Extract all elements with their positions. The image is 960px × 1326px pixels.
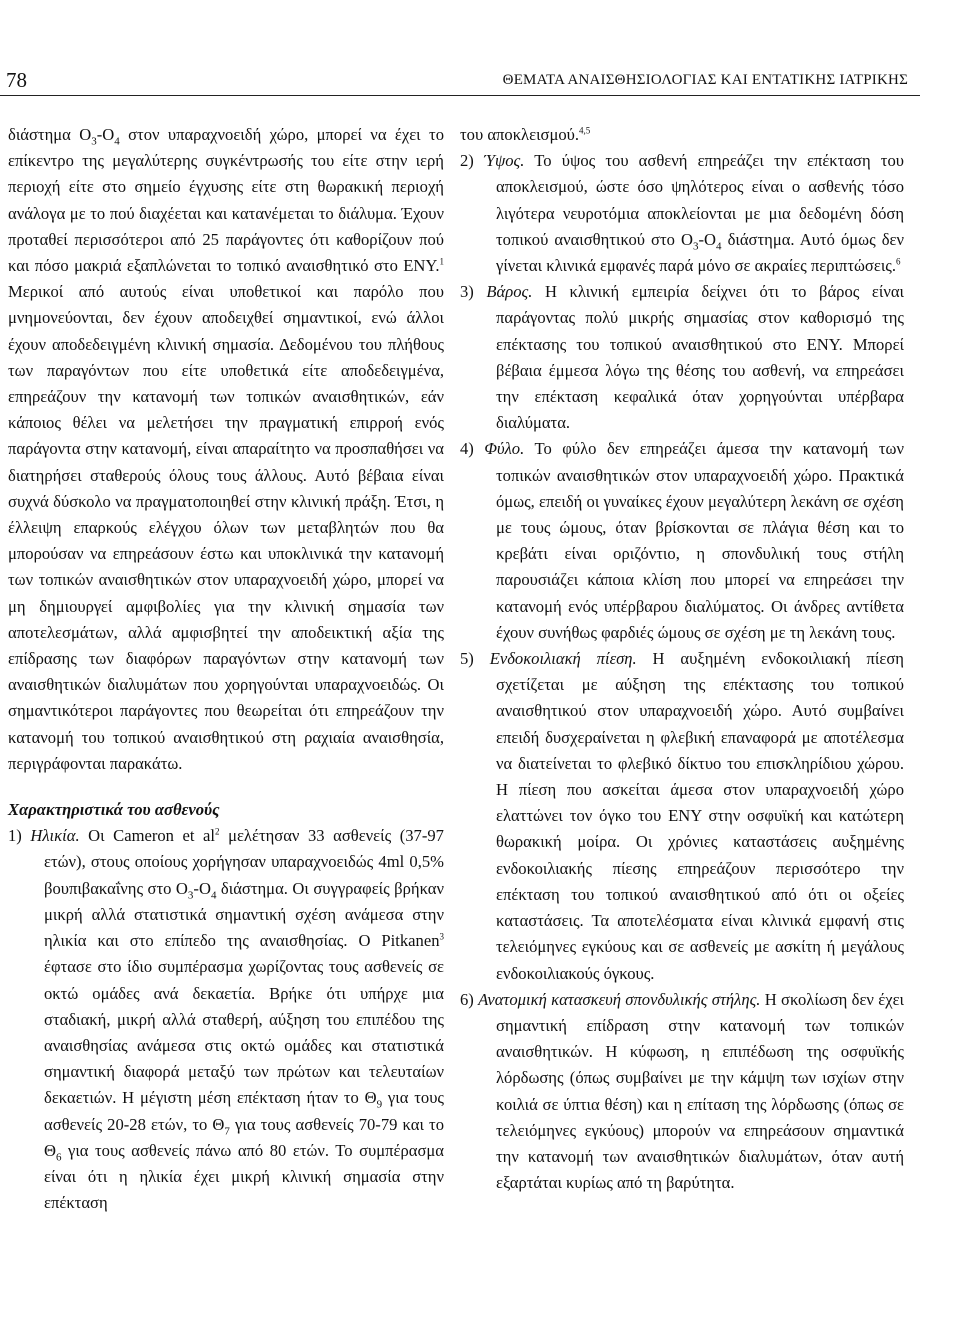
item-title: Ηλικία. bbox=[30, 826, 80, 846]
item-title: Ενδοκοιλιακή πίεση. bbox=[489, 649, 637, 669]
page-header bbox=[0, 58, 960, 98]
list-item-sex: 4) Φύλο. Το φύλο δεν επηρεάζει άμεσα την κατανομή των τοπικών αναισθητικών στον υπαραχνοειδή χώρο. Πρακτικά όμως, επειδή οι γυναίκες έχουν μεγαλύτερη λεκάνη σε σχέση με τους ώμους, όταν βρίσκονται σε πλάγια θέση και το κρεβάτι είναι οριζόντιο, η σπονδυλική τους στήλη παρουσιάζει κάποια κλίση που μπορεί να επηρεάσει την κατανομή ενός υπέρβαρου διαλύματος. Οι άνδρες αντίθετα έχουν συνήθως φαρδιές ώμους σε σχέση με τη λεκάνη τους. bbox=[460, 439, 904, 642]
item-title: Φύλο. bbox=[484, 439, 525, 459]
intro-paragraph: διάστημα $O_3-O_4$ στον υπαραχνοειδή χώρο, μπορεί να έχει το επίκεντρο της μεγαλύτερης συγκέντρωσής του είτε στην ιερή περιοχή είτε στο σημείο έγχυσης είτε στη θωρακική περιοχή ανάλογα με το πού διαχέεται και κατανέμεται το διάλυμα. Έχουν προταθεί περισσότεροι από 25 παράγοντες ότι καθορίζουν πού και πόσο μακριά εξαπλώνεται το τοπικό αναισθητικό στο ΕΝΥ.$^1$ Μερικοί από αυτούς είναι υποθετικοί και παρόλο που μνημονεύονται, δεν έχουν αποδειχθεί σημαντικοί, ενώ άλλοι έχουν αποδεδειγμένη κλινική σημασία. Δεδομένου του πλήθους των παραγόντων που είτε υποθετικά είτε αποδεδειγμένα, επηρεάζουν την κατανομή των τοπικών αναισθητικών, εάν κάποιος θέλει να μελετήσει την πραγματική επιρροή ενός παράγοντα στην κατανομή, είναι απαραίτητο να προσπαθήσει να διατηρήσει σταθερούς όλους τους άλλους. Αυτό βέβαια είναι συχνά δύσκολο να πραγματοποιηθεί στην κλινική πράξη. Έτσι, η έλλειψη επαρκούς ελέγχου όλων των μεταβλητών που θα μπορούσαν να επηρεάσουν έστω και υποκλινικά την κατανομή των τοπικών αναισθητικών στον υπαραχνοειδή χώρο, μπορεί να μη δημιουργεί αμφιβολίες για την κλινική σημασία των αποτελεσμάτων, αλλά αμφισβητεί την αποδεικτική αξία της επίδρασης των διαφόρων παραγόντων στην κατανομή των αναισθητικών διαλυμάτων που χορηγούνται υπαραχνοειδώς. Οι σημαντικότεροι παράγοντες που θεωρείται ότι επηρεάζουν την κατανομή του τοπικού αναισθητικού στη ραχιαία αναισθησία, περιγράφονται παρακάτω. bbox=[8, 125, 444, 773]
page-number: 78 bbox=[6, 68, 27, 92]
reference-mark: 1 bbox=[439, 256, 444, 267]
header-rule bbox=[0, 95, 920, 96]
item-title: Βάρος. bbox=[486, 282, 533, 302]
list-item-age: 1) Ηλικία. Οι Cameron et $al^2$ μελέτησαν 33 ασθενείς (37-97 ετών), στους οποίους χορήγησαν υπαραχνοειδώς 4ml 0,5% βουπιβακαΐνης στο $O_3-O_4$ διάστημα. Οι συγγραφείς βρήκαν μικρή αλλά στατιστικά σημαντική σχέση ανάμεσα στην ηλικία και στο επίπεδο της αναισθησίας. Ο Pitkanen$^3$ έφτασε στο ίδιο συμπέρασμα χωρίζοντας τους ασθενείς σε οκτώ ομάδες ανά δεκαετία. Βρήκε ότι υπήρχε μια σταδιακή, μικρή αλλά σταθερή, αύξηση του επιπέδου της αναισθησίας ανάμεσα στις οκτώ ομάδες και στατιστικά σημαντική διαφορά μεταξύ των πρώτων και τελευταίων δεκαετιών. Η μέγιστη μέση επέκταση ήταν το $\Theta_9$ για τους ασθενείς 20-28 ετών, το $\Theta_7$ για τους ασθενείς 70-79 και το $\Theta_6$ για τους ασθενείς πάνω από 80 ετών. Το συμπέρασμα είναι ότι η ηλικία έχει μικρή κλινική σημασία στην επέκταση bbox=[8, 826, 445, 1213]
right-column bbox=[460, 122, 904, 1196]
continuation-text: του αποκλεισμού.$^{4,5}$ bbox=[460, 125, 591, 144]
list-item-abdominal-pressure: 5) Ενδοκοιλιακή πίεση. Η αυξημένη ενδοκοιλιακή πίεση σχετίζεται με αύξηση της επέκτασης του τοπικού αναισθητικού στον υπαραχνοειδή χώρο. Αυτό συμβαίνει επειδή δυσχεραίνεται η φλεβική επαναφορά με αποτέλεσμα να διατείνεται το φλεβικό δίκτυο του επισκληρίδιου χώρου. Η πίεση που ασκείται άμεσα στον υπαραχνοειδή χώρο ελαττώνει τον όγκο του ΕΝΥ στην οσφυϊκή και κατώτερη θωρακική μοίρα. Οι χρόνιες καταστάσεις αυξημένης ενδοκοιλιακής πίεσης επηρεάζουν περισσότερο την επέκταση του τοπικού αναισθητικού από ότι οι οξείες καταστάσεις. Τα αποτελέσματα είναι κλινικά εμφανή στις τελειόμηνες εγκύους και σε ασθενείς με ασκίτη ή μεγάλους ενδοκοιλιακούς όγκους. bbox=[460, 649, 904, 983]
section-heading: Χαρακτηριστικά του ασθενούς bbox=[8, 800, 220, 820]
list-item-height: 2) Ύψος. Το ύψος του ασθενή επηρεάζει την επέκταση του αποκλεισμού, ώστε όσο ψηλότερος είναι ο ασθενής τόσο λιγότερα νευροτόμια αποκλείονται με μια δεδομένη δόση τοπικού αναισθητικού στο $O_3-O_4$ διάστημα. Αυτό όμως δεν γίνεται κλινικά εμφανές παρά μόνο σε ακραίες περιπτώσεις.$^6$ bbox=[460, 151, 904, 276]
item-title: Ύψος. bbox=[483, 151, 525, 171]
item-title: Ανατομική κατασκευή σπονδυλικής στήλης. bbox=[478, 989, 761, 1009]
left-column bbox=[8, 122, 444, 1216]
list-item-weight: 3) Βάρος. Η κλινική εμπειρία δείχνει ότι το βάρος είναι παράγοντας πολύ μικρής σημασίας στον καθορισμό της επέκτασης του τοπικού αναισθητικού στο ΕΝΥ. Μπορεί βέβαια έμμεσα λόγω της θέσης του ασθενή, να επηρεάσει την επέκταση κεφαλικά όταν χορηγούνται υπέρβαρα διαλύματα. bbox=[460, 282, 904, 433]
running-title: ΘΕΜΑΤΑ ΑΝΑΙΣΘΗΣΙΟΛΟΓΙΑΣ ΚΑΙ ΕΝΤΑΤΙΚΗΣ ΙΑΤΡΙΚΗΣ bbox=[502, 72, 908, 88]
list-item-spinal-anatomy: 6) Ανατομική κατασκευή σπονδυλικής στήλης. Η σκολίωση δεν έχει σημαντική επίδραση στην κατανομή των τοπικών αναισθητικών. Η κύφωση, η επιπέδωση της οσφυϊκής λόρδωσης (όπως συμβαίνει με την κάμψη των ισχίων στην κοιλιά σε ύπτια θέση) και η επίταση της λόρδωσης (όπως σε τελειόμηνες εγκύους) μπορούν να επηρεάσουν σημαντικά την κατανομή των αναισθητικών διαλυμάτων, όταν αυτή εξαρτάται κυρίως από τη βαρύτητα. bbox=[460, 989, 904, 1193]
